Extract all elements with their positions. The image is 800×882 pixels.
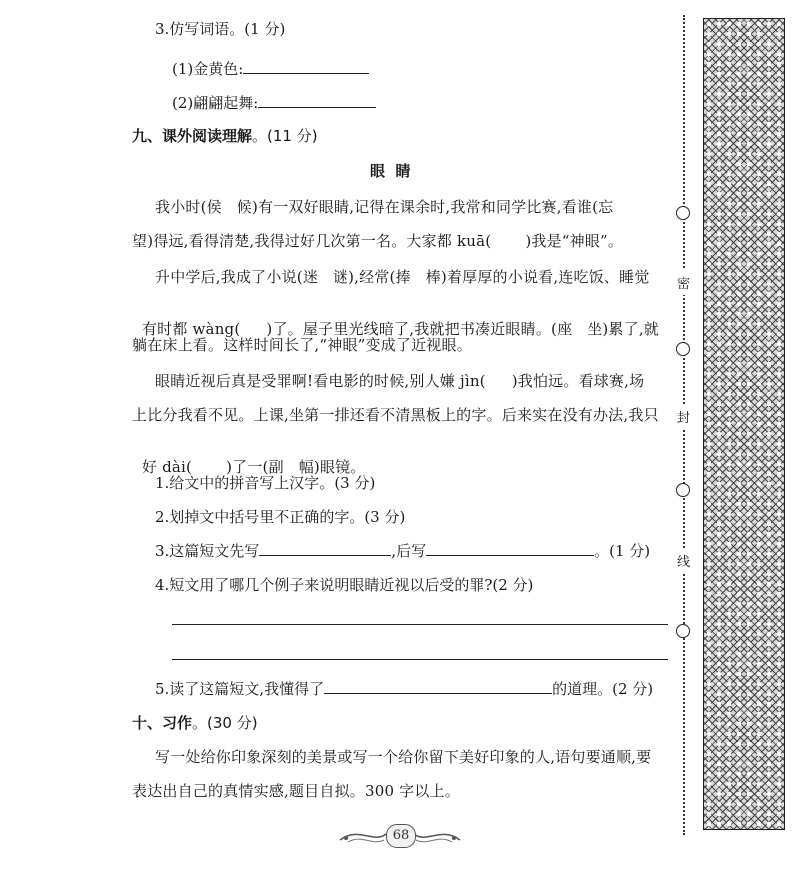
q3-prev-item1 (172, 58, 369, 79)
passage-p3-line1 (155, 370, 644, 391)
passage-p2-line1: 升中学后,我成了小说(迷 谜),经常(捧 棒)着厚厚的小说看,连吃饭、睡觉 (155, 268, 650, 286)
question-5 (155, 678, 653, 699)
page-number: 68 (386, 824, 416, 848)
question-3 (155, 540, 650, 561)
passage-p3-line3-a: 好 dài( (141, 458, 193, 476)
question-5-a: 5.读了这篇短文,我懂得了 (155, 680, 325, 698)
question-3-a: 3.这篇短文先写 (155, 542, 260, 560)
section10-title: 习作 (162, 714, 193, 732)
section9-score: 。(11 分) (252, 127, 318, 145)
question-3-c: 。(1 分) (594, 542, 651, 560)
question-1: 1.给文中的拼音写上汉字。(3 分) (155, 474, 376, 492)
binding-char-line: 线 (677, 548, 690, 573)
q3-prev-item2-label: (2)翩翩起舞: (172, 94, 259, 112)
section9-title: 课外阅读理解 (162, 127, 253, 145)
page-number-ornament (338, 820, 462, 850)
q3-prev-item1-label: (1)金黄色: (172, 60, 244, 78)
passage-p3-line1-b: )我怕远。看球赛,场 (511, 372, 645, 390)
binding-char-close: 封 (677, 404, 690, 429)
binding-hole-icon (676, 206, 690, 220)
passage-p1-line2-a: 望)得远,看得清楚,我得过好几次第一名。大家都 kuā( (132, 232, 492, 250)
q3-prev-item1-blank[interactable] (243, 59, 369, 74)
passage-p2-line2-a: 有时都 wàng( (141, 320, 241, 338)
section10-score: 。(30 分) (192, 714, 258, 732)
question-4-answer-line2[interactable] (172, 659, 668, 660)
decorative-pattern-strip (703, 18, 785, 830)
question-3-blank1[interactable] (259, 541, 391, 556)
q3-prev-item2 (172, 92, 376, 113)
passage-p1-line1: 我小时(侯 候)有一双好眼睛,记得在课余时,我常和同学比赛,看谁(忘 (155, 198, 614, 216)
question-3-b: ,后写 (391, 542, 427, 560)
binding-hole-icon (676, 624, 690, 638)
question-3-blank2[interactable] (426, 541, 594, 556)
question-4: 4.短文用了哪几个例子来说明眼睛近视以后受的罪?(2 分) (155, 576, 534, 594)
section10-num: 十、 (132, 714, 163, 732)
binding-hole-icon (676, 483, 690, 497)
binding-hole-icon (676, 342, 690, 356)
q3-prev-title: 3.仿写词语。(1 分) (155, 20, 286, 38)
section9-heading (132, 125, 318, 146)
passage-p1-line2 (132, 230, 623, 251)
passage-p2-line2-b: )了。屋子里光线暗了,我就把书凑近眼睛。(座 坐)累了,就 (266, 320, 660, 338)
passage-p3-line3-b: )了一(副 幅)眼镜。 (226, 458, 366, 476)
section10-prompt-line1: 写一处给你印象深刻的美景或写一个给你留下美好印象的人,语句要通顺,要 (155, 748, 652, 766)
binding-char-seal: 密 (677, 270, 690, 295)
question-4-answer-line1[interactable] (172, 624, 668, 625)
passage-p2-line3: 躺在床上看。这样时间长了,“神眼”变成了近视眼。 (132, 336, 472, 354)
passage-p3-line2: 上比分我看不见。上课,坐第一排还看不清黑板上的字。后来实在没有办法,我只 (132, 406, 659, 424)
section9-num: 九、 (132, 127, 163, 145)
q3-prev-item2-blank[interactable] (258, 93, 376, 108)
passage-p1-line2-b: )我是“神眼”。 (525, 232, 624, 250)
passage-title: 眼 睛 (370, 162, 411, 180)
question-5-b: 的道理。(2 分) (552, 680, 654, 698)
question-2: 2.划掉文中括号里不正确的字。(3 分) (155, 508, 406, 526)
section10-heading (132, 712, 258, 733)
question-5-blank[interactable] (324, 679, 552, 694)
passage-p3-line1-a: 眼睛近视后真是受罪啊!看电影的时候,别人嫌 jìn( (155, 372, 486, 390)
section10-prompt-line2: 表达出自己的真情实感,题目自拟。300 字以上。 (132, 782, 460, 800)
